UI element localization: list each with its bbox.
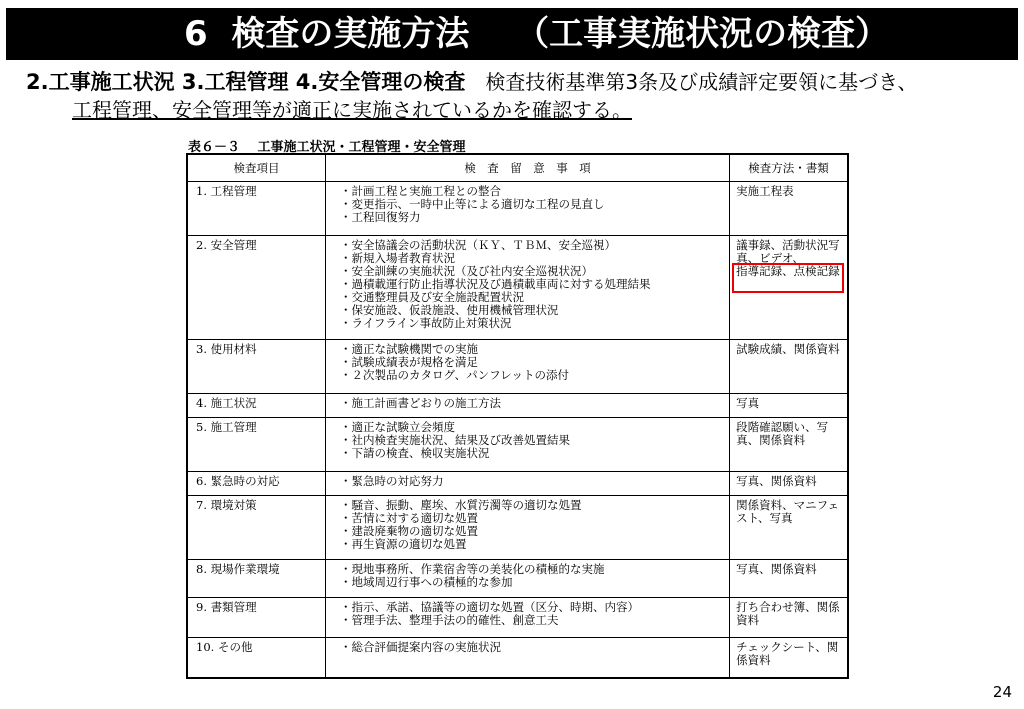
row-method: 打ち合わせ簿、関係資料	[730, 598, 848, 638]
row-item: 10. その他	[187, 638, 326, 678]
row-method: 試験成績、関係資料	[730, 340, 848, 394]
highlighted-method	[736, 265, 843, 278]
table-row	[187, 598, 848, 638]
row-method: 実施工程表	[730, 182, 848, 236]
list-item: ・ 試験成績表が規格を満足	[340, 356, 725, 369]
method-text: 議事録、活動状況写真、ビデオ、	[736, 238, 840, 265]
row-method: チェックシート、関係資料	[730, 638, 848, 678]
row-item: 5. 施工管理	[187, 418, 326, 472]
subheading-bold: 2.工事施工状況 3.工程管理 4.安全管理の検査	[26, 70, 466, 94]
subheading-rest: 検査技術基準第3条及び成績評定要領に基づき、	[465, 70, 918, 94]
row-item: 8. 現場作業環境	[187, 560, 326, 598]
header-method: 検査方法・書類	[730, 154, 848, 182]
row-points	[326, 560, 730, 598]
list-item: ・ 騒音、振動、塵埃、水質汚濁等の適切な処置	[340, 499, 725, 512]
list-item: ・ 変更指示、一時中止等による適切な工程の見直し	[340, 198, 725, 211]
list-item: ・ ライフライン事故防止対策状況	[340, 317, 725, 330]
row-item: 9. 書類管理	[187, 598, 326, 638]
table-row	[187, 638, 848, 678]
list-item: ・ 下請の検査、検収実施状況	[340, 447, 725, 460]
highlight-box	[732, 263, 844, 293]
list-item: ・ ２次製品のカタログ、パンフレットの添付	[340, 369, 725, 382]
header-item: 検査項目	[187, 154, 326, 182]
list-item: ・ 総合評価提案内容の実施状況	[340, 641, 725, 654]
row-points	[326, 340, 730, 394]
list-item: ・ 再生資源の適切な処置	[340, 538, 725, 551]
inspection-table	[186, 153, 849, 679]
subheading	[26, 68, 1016, 124]
list-item: ・ 施工計画書どおりの施工方法	[340, 397, 725, 410]
list-item: ・ 保安施設、仮設施設、使用機械管理状況	[340, 304, 725, 317]
list-item: ・ 指示、承諾、協議等の適切な処置（区分、時期、内容）	[340, 601, 725, 614]
list-item: ・ 過積載運行防止指導状況及び過積載車両に対する処理結果	[340, 278, 725, 291]
row-item: 7. 環境対策	[187, 496, 326, 560]
table-row	[187, 340, 848, 394]
list-item: ・ 交通整理員及び安全施設配置状況	[340, 291, 725, 304]
list-item: ・ 適正な試験機関での実施	[340, 343, 725, 356]
row-points	[326, 598, 730, 638]
table-row	[187, 418, 848, 472]
row-points	[326, 182, 730, 236]
list-item: ・ 社内検査実施状況、結果及び改善処置結果	[340, 434, 725, 447]
table-header-row	[187, 154, 848, 182]
row-method: 関係資料、マニフェスト、写真	[730, 496, 848, 560]
highlighted-method-text: 指導記録、点検記録	[736, 264, 840, 278]
list-item: ・ 地域周辺行事への積極的な参加	[340, 576, 725, 589]
row-item: 1. 工程管理	[187, 182, 326, 236]
row-points	[326, 638, 730, 678]
table-row	[187, 236, 848, 340]
row-points	[326, 394, 730, 418]
table-row	[187, 560, 848, 598]
row-item: 6. 緊急時の対応	[187, 472, 326, 496]
row-item: 2. 安全管理	[187, 236, 326, 340]
table-row	[187, 394, 848, 418]
row-method: 写真	[730, 394, 848, 418]
subheading-line2: 工程管理、安全管理等が適正に実施されているかを確認する。	[72, 98, 632, 122]
row-method	[730, 236, 848, 340]
table-row	[187, 182, 848, 236]
row-points	[326, 418, 730, 472]
row-points	[326, 496, 730, 560]
header-points: 検 査 留 意 事 項	[326, 154, 730, 182]
row-points	[326, 236, 730, 340]
row-item: 4. 施工状況	[187, 394, 326, 418]
list-item: ・ 工程回復努力	[340, 211, 725, 224]
table-caption: 表６－３ 工事施工状況・工程管理・安全管理	[188, 140, 466, 155]
list-item: ・ 適正な試験立会頻度	[340, 421, 725, 434]
table-row	[187, 496, 848, 560]
list-item: ・ 現地事務所、作業宿舎等の美装化の積極的な実施	[340, 563, 725, 576]
list-item: ・ 安全協議会の活動状況（ＫＹ、ＴＢＭ、安全巡視）	[340, 239, 725, 252]
row-method: 写真、関係資料	[730, 472, 848, 496]
row-method: 段階確認願い、写真、関係資料	[730, 418, 848, 472]
table-row	[187, 472, 848, 496]
list-item: ・ 計画工程と実施工程との整合	[340, 185, 725, 198]
row-method: 写真、関係資料	[730, 560, 848, 598]
list-item: ・ 苦情に対する適切な処置	[340, 512, 725, 525]
list-item: ・ 建設廃棄物の適切な処置	[340, 525, 725, 538]
list-item: ・ 管理手法、整理手法の的確性、創意工夫	[340, 614, 725, 627]
list-item: ・ 安全訓練の実施状況（及び社内安全巡視状況）	[340, 265, 725, 278]
slide-title: 6 検査の実施方法 （工事実施状況の検査）	[6, 8, 1018, 60]
list-item: ・ 緊急時の対応努力	[340, 475, 725, 488]
page-number: 24	[992, 683, 1012, 701]
row-points	[326, 472, 730, 496]
list-item: ・ 新規入場者教育状況	[340, 252, 725, 265]
row-item: 3. 使用材料	[187, 340, 326, 394]
